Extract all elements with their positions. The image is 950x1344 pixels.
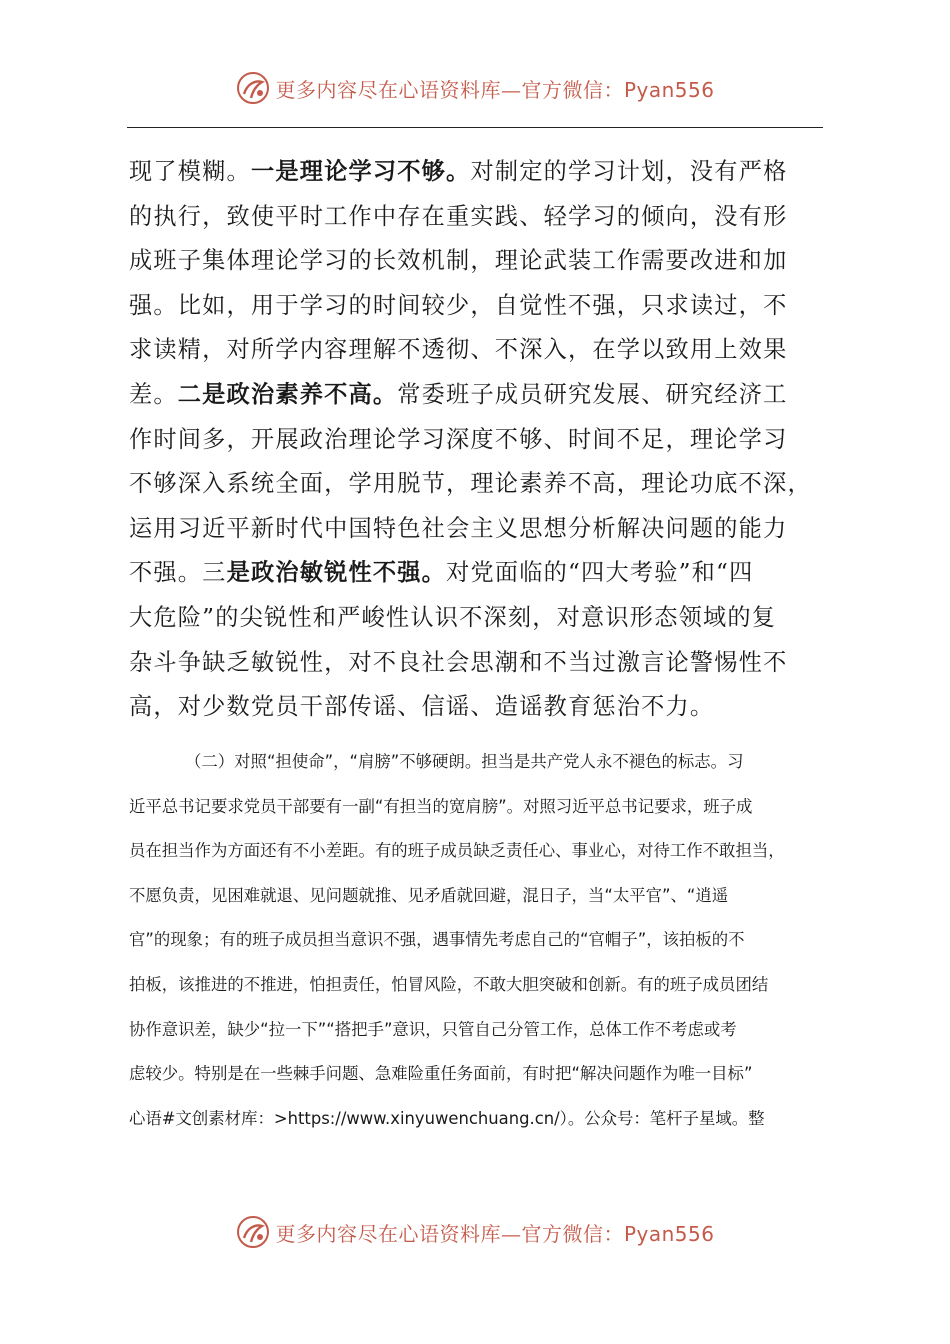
banner-text [275, 1218, 714, 1247]
text-line [129, 641, 823, 686]
text-run: 现了模糊。 [129, 158, 251, 185]
text-line [129, 462, 823, 507]
text-line: 员在担当作为方面还有不小差距。有的班子成员缺乏责任心、事业心，对待工作不敢担当， [129, 841, 785, 861]
banner-title: 更多内容尽在心语资料库 [275, 1221, 501, 1246]
bold-heading-phrase: 一是理论学习不够。 [250, 158, 471, 185]
text-run: 高，对少数党员干部传谣、信谣、造谣教育惩治不力。 [129, 693, 715, 721]
banner-wechat: 官方微信：Pyan556 [521, 1221, 715, 1246]
text-line: 官”的现象；有的班子成员担当意识不强，遇事情先考虑自己的“官帽子”，该拍板的不 [129, 930, 745, 950]
text-line [129, 418, 823, 463]
text-run: 大危险”的尖锐性和严峻性认识不深刻，对意识形态领域的复 [129, 603, 777, 631]
text-line: （二）对照“担使命”，“肩膀”不够硬朗。担当是共产党人永不褪色的标志。习 [185, 752, 744, 771]
text-run: 成班子集体理论学习的长效机制，理论武装工作需要改进和加 [129, 247, 788, 275]
text-run: 对制定的学习计划，没有严格 [470, 158, 788, 185]
banner-text [275, 74, 714, 103]
text-line: 近平总书记要求党员干部要有一副“有担当的宽肩膀”。对照习近平总书记要求，班子成 [129, 796, 753, 816]
text-run: 作时间多，开展政治理论学习深度不够、时间不足，理论学习 [129, 425, 788, 453]
banner-separator: — [500, 77, 522, 102]
text-line [129, 551, 823, 596]
text-line [129, 373, 823, 418]
text-run: 求读精，对所学内容理解不透彻、不深入，在学以致用上效果 [129, 336, 788, 364]
text-run: 对党面临的“四大考验”和“四 [446, 559, 754, 587]
text-run: 的执行，致使平时工作中存在重实践、轻学习的倾向，没有形 [129, 202, 788, 230]
brand-logo-icon [235, 70, 271, 106]
banner-separator: — [500, 1221, 522, 1246]
text-run: 强。比如，用于学习的时间较少，自觉性不强，只求读过，不 [129, 291, 788, 319]
text-run: 杂斗争缺乏敏锐性，对不良社会思潮和不当过激言论警惕性不 [129, 648, 788, 676]
text-run: 差。 [129, 380, 178, 408]
text-line: 不愿负责，见困难就退、见问题就推、见矛盾就回避，混日子，当“太平官”、“逍遥 [129, 885, 729, 905]
text-line [129, 507, 823, 552]
text-run: 不够深入系统全面，学用脱节，理论素养不高，理论功底不深， [129, 470, 812, 498]
banner-title: 更多内容尽在心语资料库 [275, 77, 501, 102]
text-run: 运用习近平新时代中国特色社会主义思想分析解决问题的能力 [129, 514, 788, 542]
text-run: 不强。三 [129, 559, 227, 587]
header-banner [0, 70, 950, 114]
text-line [129, 150, 823, 195]
text-line [129, 195, 823, 240]
footer-banner [0, 1214, 950, 1258]
text-line [129, 685, 823, 730]
text-line [129, 284, 823, 329]
text-line: 虑较少。特别是在一些棘手问题、急难险重任务面前，有时把“解决问题作为唯一目标” [129, 1064, 753, 1084]
banner-wechat: 官方微信：Pyan556 [521, 77, 715, 102]
body-paragraph-serif [129, 150, 823, 730]
text-line: 拍板，该推进的不推进，怕担责任，怕冒风险，不敢大胆突破和创新。有的班子成员团结 [129, 974, 769, 994]
text-line [129, 328, 823, 373]
brand-logo-icon [235, 1214, 271, 1250]
text-line: 协作意识差，缺少“拉一下”“搭把手”意识，只管自己分管工作，总体工作不考虑或考 [129, 1019, 737, 1039]
header-divider [127, 127, 823, 128]
bold-heading-phrase: 是政治敏锐性不强。 [226, 559, 447, 587]
bold-heading-phrase: 二是政治素养不高。 [177, 380, 398, 408]
text-run: 常委班子成员研究发展、研究经济工 [397, 380, 788, 408]
body-paragraph-sans [129, 740, 823, 1141]
text-line [129, 596, 823, 641]
text-line: 心语#文创素材库：>https://www.xinyuwenchuang.cn/）。公众号：笔杆子星域。整 [129, 1108, 765, 1128]
text-line [129, 239, 823, 284]
